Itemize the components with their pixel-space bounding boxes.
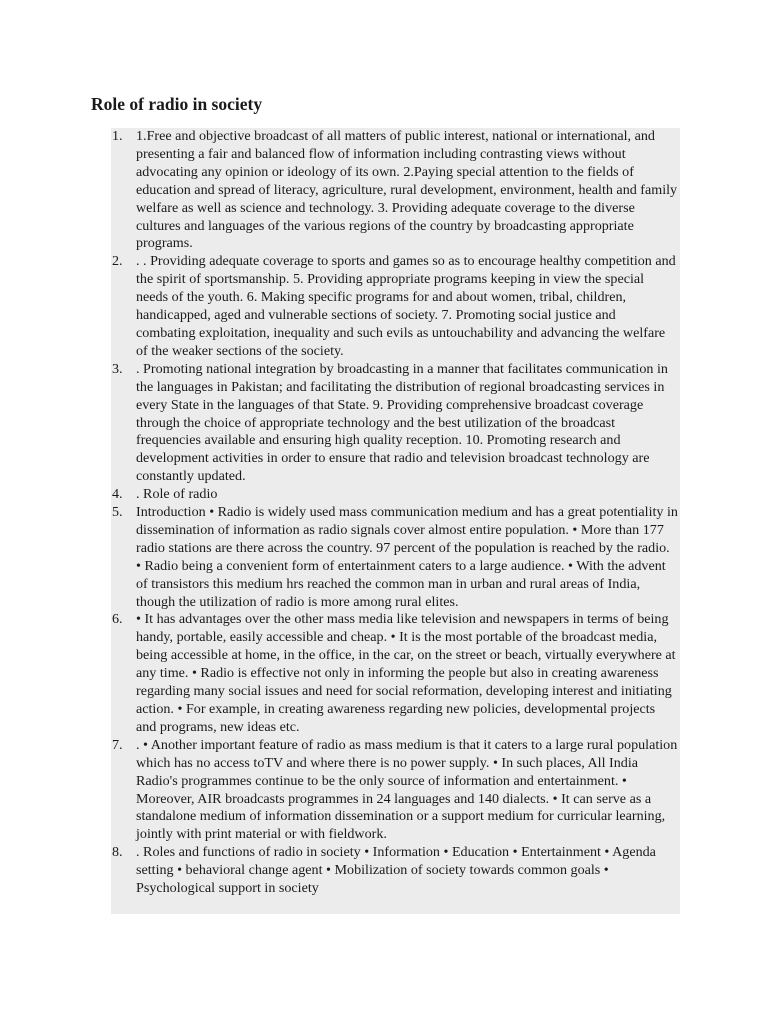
list-item: [111, 128, 680, 253]
list-item: [111, 253, 680, 360]
list-item: [111, 361, 680, 486]
list-item-number: 5.: [112, 504, 123, 521]
page-title: Role of radio in society: [91, 94, 263, 114]
list-item-text: 1.Free and objective broadcast of all matters of public interest, national or international, and presenting a fair and balanced flow of information including contrasting views without advocating any opinion or ideology of its own. 2.Paying special attention to the fields of education and spread of literacy, agriculture, rural development, environment, health and family welfare as well as science and technology. 3. Providing adequate coverage to the diverse cultures and languages of the various regions of the country by broadcasting appropriate programs.: [136, 128, 678, 252]
list-item-number: 4.: [112, 486, 123, 503]
list-item-number: 8.: [112, 844, 123, 861]
list-item-number: 1.: [112, 128, 123, 144]
list-item-text: Introduction • Radio is widely used mass communication medium and has a great potentiality in dissemination of information as radio signals cover almost entire population. • More than 177 radio stations are there across the country. 97 percent of the population is reached by the radio. • Radio being a convenient form of entertainment caters to a large audience. • With the advent of transistors this medium hrs reached the common man in urban and rural areas of India, though the utilization of radio is more among rural elites.: [136, 504, 678, 610]
list-item-number: 2.: [112, 253, 123, 270]
list-item-text: . Roles and functions of radio in society • Information • Education • Entertainment • Agenda setting • behavioral change agent • Mobilization of society towards common goals • Psychological support in society: [136, 844, 656, 897]
list-item-text: . Promoting national integration by broadcasting in a manner that facilitates communication in the languages in Pakistan; and facilitating the distribution of regional broadcasting services in every State in the languages of that State. 9. Providing comprehensive broadcast coverage through the choice of appropriate technology and the best utilization of the broadcast frequencies available and ensuring high quality reception. 10. Promoting research and development activities in order to ensure that radio and television broadcast technology are constantly updated.: [136, 360, 668, 485]
list-item-text: . . Providing adequate coverage to sports and games so as to encourage healthy competition and the spirit of sportsmanship. 5. Providing appropriate programs keeping in view the special needs of the youth. 6. Making specific programs for and about women, tribal, children, handicapped, aged and vulnerable sections of society. 7. Promoting social justice and combating exploitation, inequality and such evils as untouchability and advancing the welfare of the weaker sections of the society.: [136, 253, 676, 359]
numbered-list: [111, 128, 680, 898]
list-item: [111, 737, 680, 844]
list-item: [111, 504, 680, 611]
numbered-list-container: [111, 128, 680, 914]
list-item: [111, 844, 680, 898]
list-item-text: • It has advantages over the other mass media like television and newspapers in terms of being handy, portable, easily accessible and cheap. • It is the most portable of the broadcast media, being accessible at home, in the office, in the car, on the street or beach, virtually everywhere at any time. • Radio is effective not only in informing the people but also in creating awareness regarding many social issues and need for social reformation, developing interest and initiating action. • For example, in creating awareness regarding new policies, developmental projects and programs, new ideas etc.: [136, 611, 676, 735]
list-item-number: 3.: [112, 360, 123, 377]
list-item-text: . Role of radio: [136, 486, 218, 503]
list-item-number: 6.: [112, 611, 123, 628]
list-item-number: 7.: [112, 736, 123, 753]
list-item: [111, 486, 680, 504]
list-item-text: . • Another important feature of radio as mass medium is that it caters to a large rural population which has no access toTV and where there is no power supply. • In such places, All India Radio's programmes continue to be the only source of information and entertainment. • Moreover, AIR broadcasts programmes in 24 languages and 140 dialects. • It can serve as a standalone medium of information dissemination or a support medium for curricular learning, jointly with print material or with fieldwork.: [136, 736, 678, 843]
list-item: [111, 611, 680, 736]
